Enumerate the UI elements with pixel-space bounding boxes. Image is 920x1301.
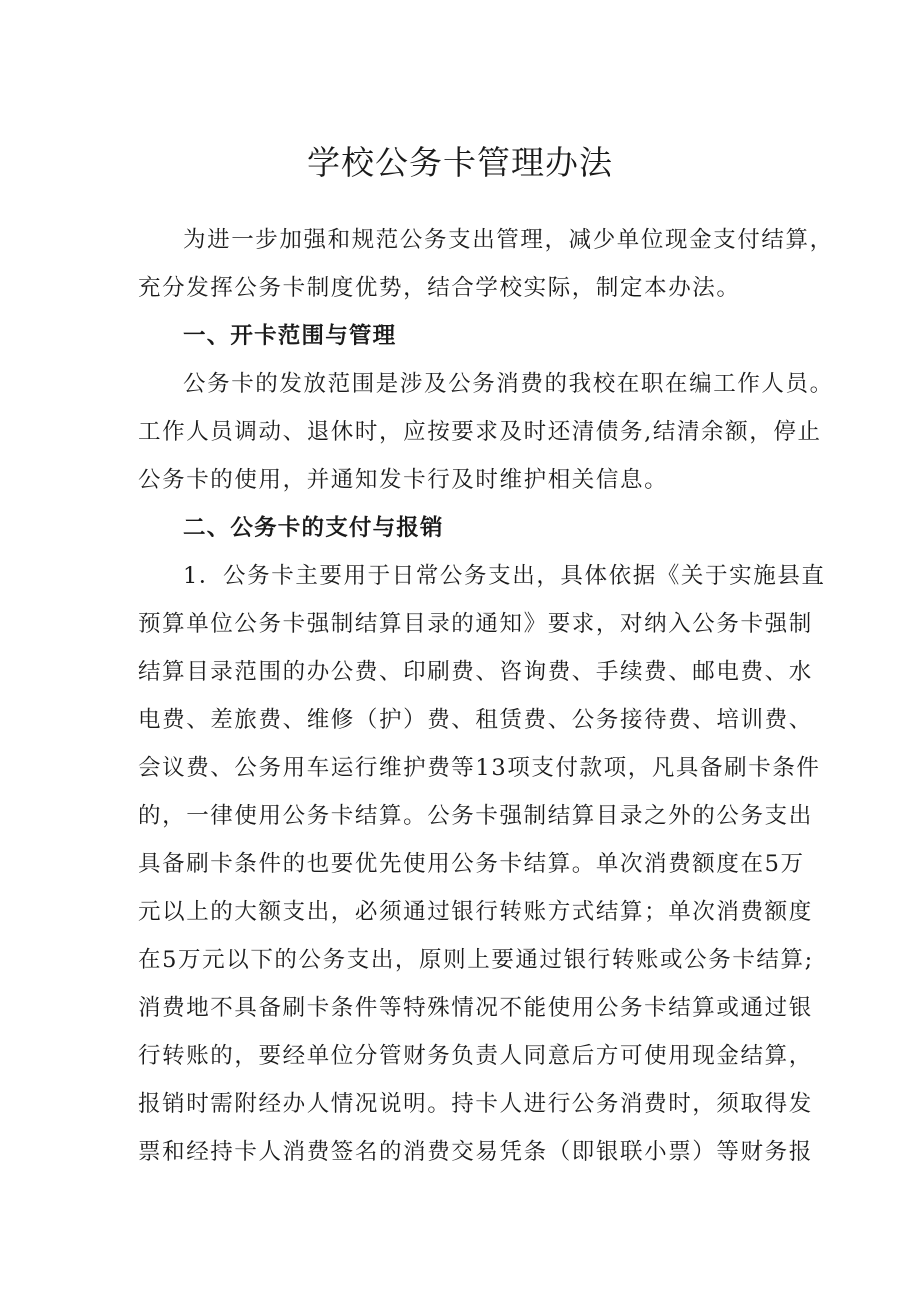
section1-line: 公务卡的使用，并通知发卡行及时维护相关信息。: [138, 467, 669, 493]
section2-line: 消费地不具备刷卡条件等特殊情况不能使用公务卡结算或通过银: [138, 995, 813, 1021]
section2-line: 预算单位公务卡强制结算目录的通知》要求，对纳入公务卡强制: [138, 611, 813, 637]
section1-paragraph: [138, 360, 834, 504]
section2-paragraph: [138, 552, 826, 1176]
section2-line: 票和经持卡人消费签名的消费交易凭条（即银联小票）等财务报: [138, 1139, 813, 1165]
intro-line: 为进一步加强和规范公务支出管理，减少单位现金支付结算，: [183, 227, 834, 253]
section1-line: 工作人员调动、退休时，应按要求及时还清债务,结清余额，停止: [138, 419, 822, 445]
section1-line: 公务卡的发放范围是涉及公务消费的我校在职在编工作人员。: [183, 371, 834, 397]
section-heading: 二、公务卡的支付与报销: [183, 515, 444, 541]
section-heading: 一、开卡范围与管理: [183, 323, 397, 349]
section2-line: 会议费、公务用车运行维护费等13项支付款项，凡具备刷卡条件: [138, 755, 821, 781]
section2-line: 电费、差旅费、维修（护）费、租赁费、公务接待费、培训费、: [138, 707, 813, 733]
document-body: [138, 216, 834, 1176]
section2-line: 具备刷卡条件的也要优先使用公务卡结算。单次消费额度在5万: [138, 851, 805, 877]
section2-line: 结算目录范围的办公费、印刷费、咨询费、手续费、邮电费、水: [138, 659, 813, 685]
section2-line: 的，一律使用公务卡结算。公务卡强制结算目录之外的公务支出: [138, 803, 813, 829]
section2-line: 1．公务卡主要用于日常公务支出，具体依据《关于实施县直: [183, 563, 826, 589]
section2-line: 报销时需附经办人情况说明。持卡人进行公务消费时，须取得发: [138, 1091, 813, 1117]
intro-paragraph: [138, 216, 834, 312]
page-title: 学校公务卡管理办法: [307, 143, 613, 182]
section2-line: 行转账的，要经单位分管财务负责人同意后方可使用现金结算，: [138, 1043, 813, 1069]
section2-line: 在5万元以下的公务支出，原则上要通过银行转账或公务卡结算;: [138, 947, 814, 973]
section2-line: 元以上的大额支出，必须通过银行转账方式结算；单次消费额度: [138, 899, 813, 925]
intro-line: 充分发挥公务卡制度优势，结合学校实际，制定本办法。: [138, 275, 741, 301]
